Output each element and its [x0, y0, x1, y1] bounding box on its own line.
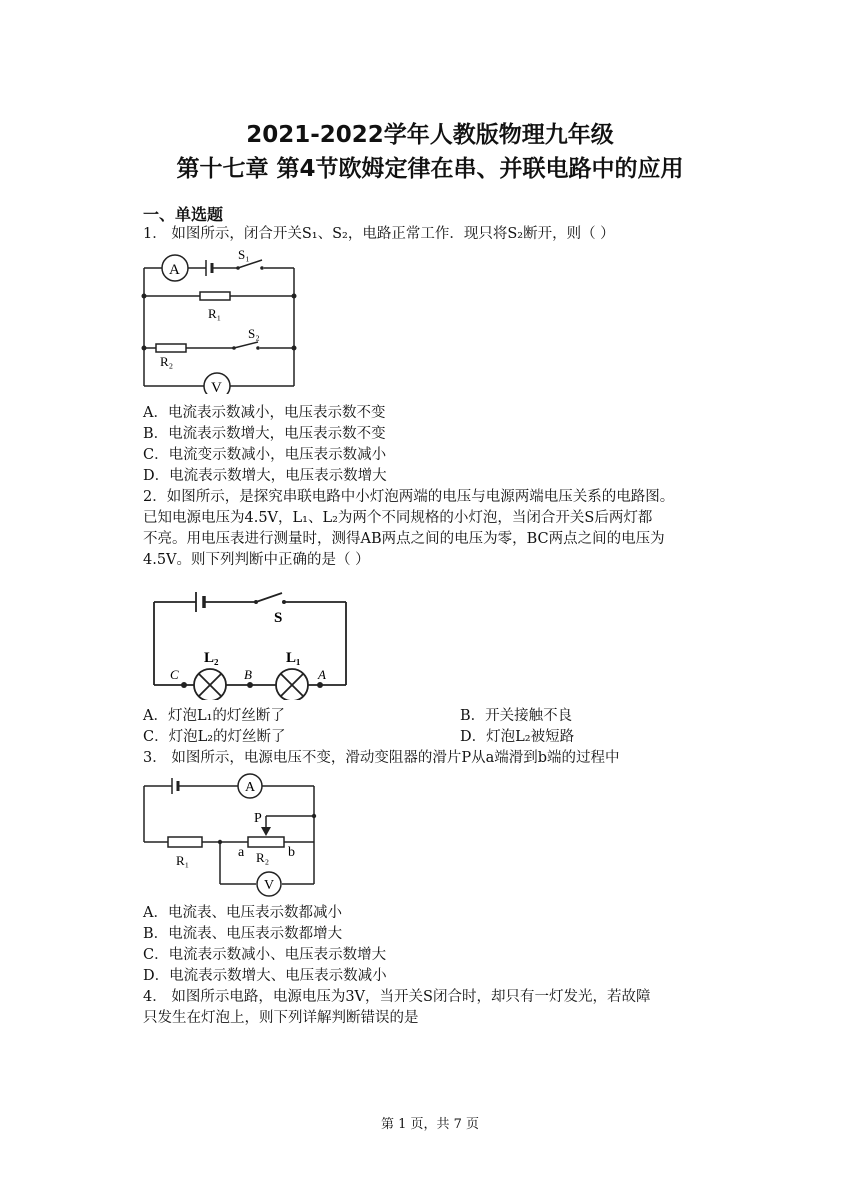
q2-switch-label: S: [274, 610, 283, 626]
q3-option-c[interactable]: C．电流表示数减小、电压表示数增大: [143, 947, 387, 963]
q2-stem-line3: 不亮。用电压表进行测量时，测得AB两点之间的电压为零，BC两点之间的电压为: [143, 531, 665, 547]
q2-point-b-label: B: [244, 667, 252, 682]
q3-slider-p-label: P: [254, 811, 262, 826]
q1-option-c[interactable]: C．电流变示数减小，电压表示数减小: [143, 447, 387, 463]
q2-option-b[interactable]: B．开关接触不良: [460, 708, 573, 724]
q3-voltmeter-label: V: [264, 878, 275, 893]
q2-option-d[interactable]: D．灯泡L₂被短路: [460, 729, 575, 745]
q1-stem: 1． 如图所示，闭合开关S₁、S₂，电路正常工作．现只将S₂断开，则（ ）: [143, 226, 615, 242]
q2-point-a-label: A: [318, 667, 326, 682]
q3-stem: 3． 如图所示，电源电压不变，滑动变阻器的滑片P从a端滑到b端的过程中: [143, 750, 620, 766]
q1-ammeter-label: A: [169, 262, 180, 278]
q2-stem-line1: 2．如图所示，是探究串联电路中小灯泡两端的电压与电源两端电压关系的电路图。: [143, 489, 675, 505]
q1-r2-label: R₂: [160, 354, 174, 369]
q3-r1-label: R₁: [176, 853, 190, 868]
q2-l1-label: L₁: [286, 650, 301, 666]
q1-option-d[interactable]: D．电流表示数增大，电压表示数增大: [143, 468, 387, 484]
q3-option-a[interactable]: A．电流表、电压表示数都减小: [143, 905, 342, 921]
q3-ammeter-label: A: [245, 780, 256, 795]
q3-r2-label: R₂: [256, 850, 270, 865]
q1-s1-label: S₁: [238, 247, 250, 262]
q1-option-a[interactable]: A．电流表示数减小，电压表示数不变: [143, 405, 386, 421]
document-subtitle: 第十七章 第4节欧姆定律在串、并联电路中的应用: [176, 156, 684, 182]
q2-point-c-label: C: [170, 667, 179, 682]
q2-option-a[interactable]: A．灯泡L₁的灯丝断了: [143, 708, 285, 724]
q1-s2-label: S₂: [248, 326, 260, 341]
q1-option-b[interactable]: B．电流表示数增大，电压表示数不变: [143, 426, 386, 442]
q2-l2-label: L₂: [204, 650, 219, 666]
document-title: 2021-2022学年人教版物理九年级: [246, 122, 614, 148]
q2-stem-line2: 已知电源电压为4.5V，L₁、L₂为两个不同规格的小灯泡，当闭合开关S后两灯都: [143, 510, 653, 526]
q2-circuit-diagram: [146, 588, 356, 700]
q4-stem-line1: 4． 如图所示电路，电源电压为3V，当开关S闭合时，却只有一灯发光，若故障: [143, 989, 651, 1005]
q1-r1-label: R₁: [208, 306, 222, 321]
q3-circuit-diagram: [140, 770, 325, 898]
q1-circuit-diagram: [138, 246, 308, 394]
q2-option-c[interactable]: C．灯泡L₂的灯丝断了: [143, 729, 286, 745]
q3-option-b[interactable]: B．电流表、电压表示数都增大: [143, 926, 343, 942]
q3-end-b-label: b: [288, 845, 295, 860]
q3-end-a-label: a: [238, 845, 245, 860]
q1-voltmeter-label: V: [211, 380, 222, 394]
q4-stem-line2: 只发生在灯泡上，则下列详解判断错误的是: [143, 1010, 419, 1026]
q2-stem-line4: 4.5V。则下列判断中正确的是（ ）: [143, 552, 370, 568]
page-footer: 第 1 页，共 7 页: [380, 1117, 480, 1132]
q3-option-d[interactable]: D．电流表示数增大、电压表示数减小: [143, 968, 387, 984]
section-heading: 一、单选题: [143, 205, 224, 224]
